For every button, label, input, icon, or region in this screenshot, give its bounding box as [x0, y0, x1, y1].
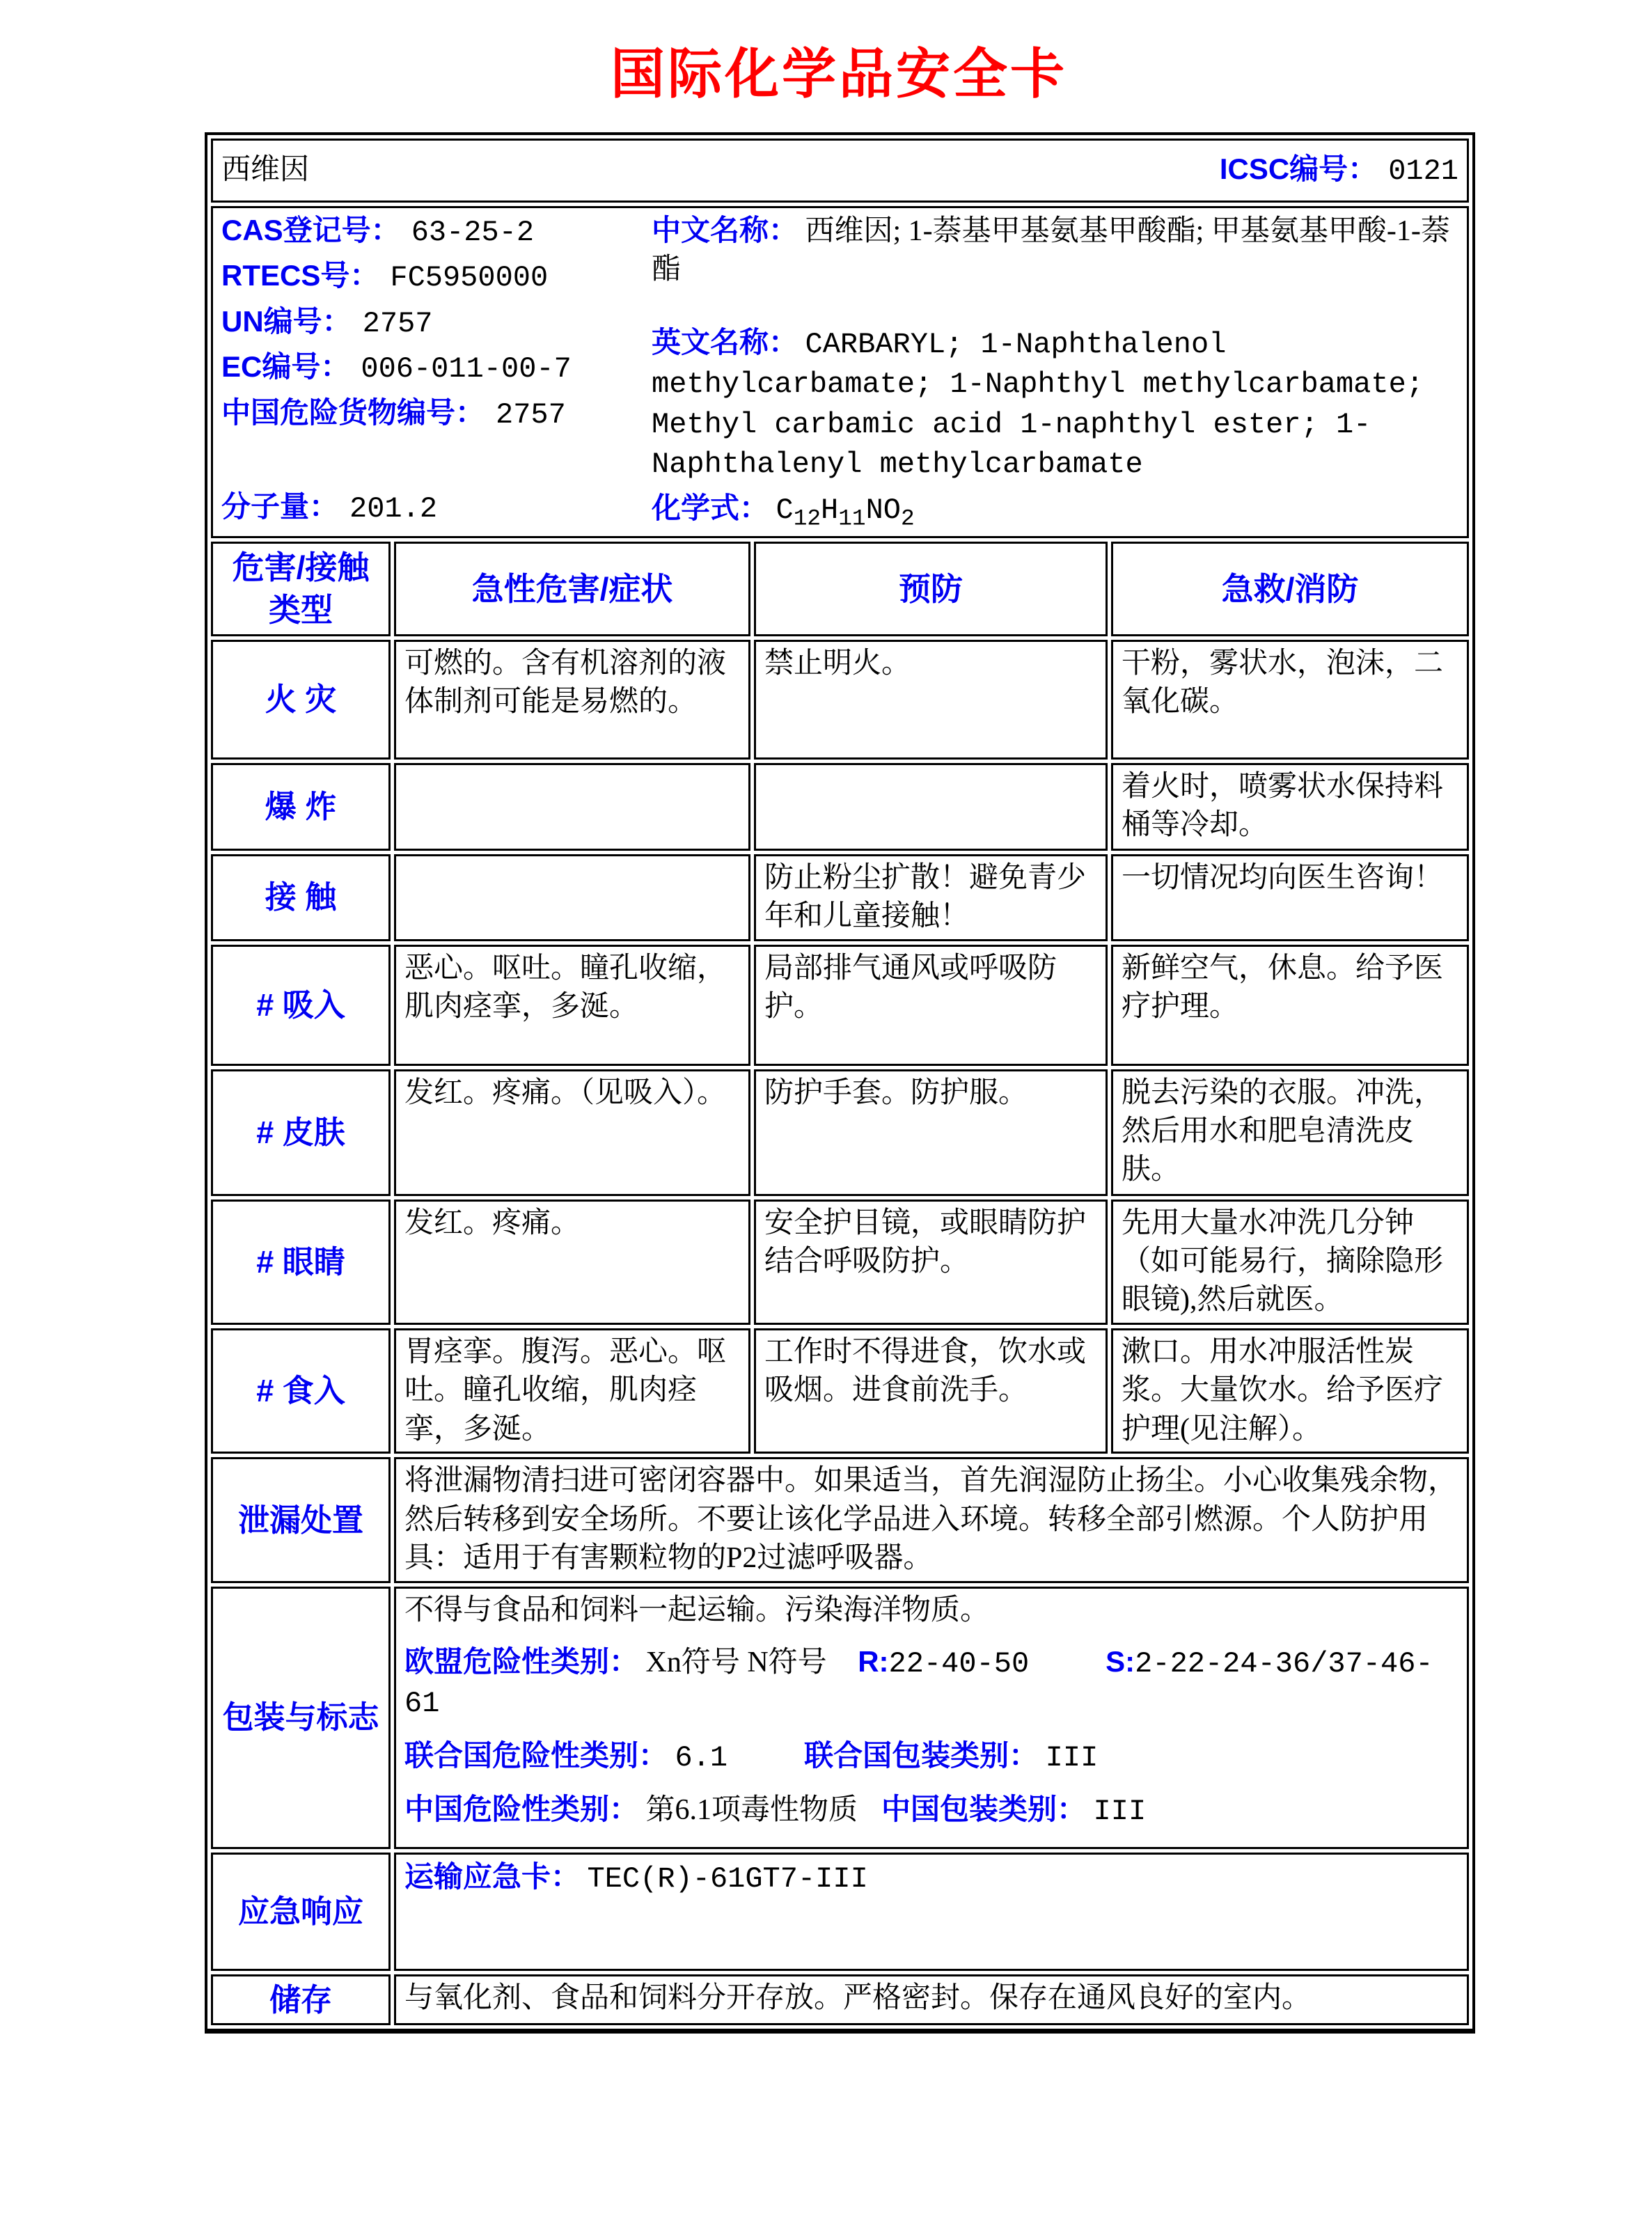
fire-category: 火 灾 — [211, 640, 391, 760]
chemical-formula-value: $C_{12}H_{11}NO_2$ — [776, 493, 915, 532]
header-prevention: 预防 — [754, 542, 1108, 636]
molecular-weight-line: 分子量： 201.2 — [221, 490, 438, 526]
name-cell — [211, 139, 1469, 203]
explosion-category: 爆 炸 — [211, 763, 391, 851]
packaging-content — [394, 1587, 1469, 1849]
exposure-firstaid: 一切情况均向医生咨询！ — [1111, 854, 1469, 941]
chemical-formula-line: 化学式： $C_{12}H_{11}NO_2$ — [652, 491, 915, 532]
un-class-line: 联合国危险性类别： 6.1 联合国包装类别： III — [404, 1738, 1099, 1775]
ingestion-symptoms: 胃痉挛。腹泻。恶心。呕吐。瞳孔收缩，肌肉痉挛，多涎。 — [394, 1328, 750, 1454]
inhalation-prevention: 局部排气通风或呼吸防护。 — [754, 945, 1108, 1066]
eu-hazard-class-line: 欧盟危险性类别： Xn符号 N符号 R:22-40-50 S:2-22-24-36/37-46-61 — [404, 1644, 1433, 1721]
identifier-list — [221, 211, 652, 533]
row-eyes — [211, 1200, 1469, 1325]
fire-firstaid: 干粉，雾状水，泡沫，二氧化碳。 — [1111, 640, 1469, 760]
substance-name: 西维因 — [221, 154, 310, 187]
hazard-header-row — [211, 542, 1469, 636]
inhalation-symptoms: 恶心。呕吐。瞳孔收缩，肌肉痉挛，多涎。 — [394, 945, 750, 1066]
skin-category: # 皮肤 — [211, 1069, 391, 1196]
icsc-card-table — [205, 132, 1475, 2034]
row-packaging — [211, 1587, 1469, 1849]
explosion-prevention — [754, 763, 1108, 851]
inhalation-firstaid: 新鲜空气，休息。给予医疗护理。 — [1111, 945, 1469, 1066]
header-firstaid: 急救/消防 — [1111, 542, 1469, 636]
icsc-number — [1220, 150, 1458, 191]
row-ingestion — [211, 1328, 1469, 1454]
explosion-firstaid: 着火时，喷雾状水保持料桶等冷却。 — [1111, 763, 1469, 851]
skin-firstaid: 脱去污染的衣服。冲洗，然后用水和肥皂清洗皮肤。 — [1111, 1069, 1469, 1196]
eyes-symptoms: 发红。疼痛。 — [394, 1200, 750, 1325]
ingestion-firstaid: 漱口。用水冲服活性炭浆。大量饮水。给予医疗护理(见注解）。 — [1111, 1328, 1469, 1454]
rtecs-number-line: RTECS号： FC5950000 — [221, 259, 549, 295]
un-number-line: UN编号： 2757 — [221, 304, 433, 340]
emergency-category: 应急响应 — [211, 1853, 391, 1971]
emergency-content — [394, 1853, 1469, 1971]
storage-category: 储存 — [211, 1974, 391, 2025]
inhalation-category: # 吸入 — [211, 945, 391, 1066]
names-block — [652, 211, 1458, 533]
chinese-name-line: 中文名称： 西维因; 1-萘基甲基氨基甲酸酯; 甲基氨基甲酸-1-萘酯 — [652, 214, 1450, 286]
packaging-transport-note: 不得与食品和饲料一起运输。污染海洋物质。 — [404, 1594, 990, 1626]
spillage-category: 泄漏处置 — [211, 1457, 391, 1582]
row-skin — [211, 1069, 1469, 1196]
spillage-text: 将泄漏物清扫进可密闭容器中。如果适当，首先润湿防止扬尘。小心收集残余物，然后转移到安全场所。不要让该化学品进入环境。转移全部引燃源。个人防护用具：适用于有害颗粒物的P2过滤呼吸器。 — [394, 1457, 1469, 1582]
header-acute-hazards: 急性危害/症状 — [394, 542, 750, 636]
row-spillage — [211, 1457, 1469, 1582]
row-fire — [211, 640, 1469, 760]
ingestion-category: # 食入 — [211, 1328, 391, 1454]
cas-number-line: CAS登记号： 63-25-2 — [221, 214, 535, 249]
exposure-symptoms — [394, 854, 750, 941]
eyes-category: # 眼睛 — [211, 1200, 391, 1325]
info-row — [211, 206, 1469, 538]
icsc-number-label: ICSC编号： — [1219, 152, 1378, 186]
exposure-category: 接 触 — [211, 854, 391, 941]
page-title: 国际化学品安全卡 — [610, 44, 1067, 104]
row-storage — [211, 1974, 1469, 2025]
storage-text: 与氧化剂、食品和饲料分开存放。严格密封。保存在通风良好的室内。 — [394, 1974, 1469, 2025]
header-hazard-type: 危害/接触 类型 — [211, 542, 391, 636]
explosion-symptoms — [394, 763, 750, 851]
english-name-line: 英文名称： CARBARYL; 1-Naphthalenol methylcarbamate; 1-Naphthyl methylcarbamate; Methyl carbamic acid 1-naphthyl ester; 1-Naphthalenyl methylcarbamate — [652, 325, 1424, 482]
exposure-prevention: 防止粉尘扩散！避免青少年和儿童接触！ — [754, 854, 1108, 941]
skin-prevention: 防护手套。防护服。 — [754, 1069, 1108, 1196]
transport-card-value: TEC(R)-61GT7-III — [587, 1862, 868, 1896]
name-row — [211, 139, 1469, 203]
cn-class-line: 中国危险性类别： 第6.1项毒性物质 中国包装类别： III — [404, 1793, 1147, 1829]
info-cell — [211, 206, 1469, 538]
china-dg-number-line: 中国危险货物编号： 2757 — [221, 395, 566, 432]
packaging-category: 包装与标志 — [211, 1587, 391, 1849]
icsc-number-value: 0121 — [1388, 155, 1459, 189]
row-emergency — [211, 1853, 1469, 1971]
fire-symptoms: 可燃的。含有机溶剂的液体制剂可能是易燃的。 — [394, 640, 750, 760]
row-inhalation — [211, 945, 1469, 1066]
ec-number-line: EC编号： 006-011-00-7 — [221, 350, 572, 386]
fire-prevention: 禁止明火。 — [754, 640, 1108, 760]
ingestion-prevention: 工作时不得进食，饮水或吸烟。进食前洗手。 — [754, 1328, 1108, 1454]
eyes-firstaid: 先用大量水冲洗几分钟（如可能易行，摘除隐形眼镜),然后就医。 — [1111, 1200, 1469, 1325]
row-exposure — [211, 854, 1469, 941]
eyes-prevention: 安全护目镜，或眼睛防护结合呼吸防护。 — [754, 1200, 1108, 1325]
row-explosion — [211, 763, 1469, 851]
transport-card-label: 运输应急卡： — [404, 1860, 581, 1893]
skin-symptoms: 发红。疼痛。（见吸入）。 — [394, 1069, 750, 1196]
